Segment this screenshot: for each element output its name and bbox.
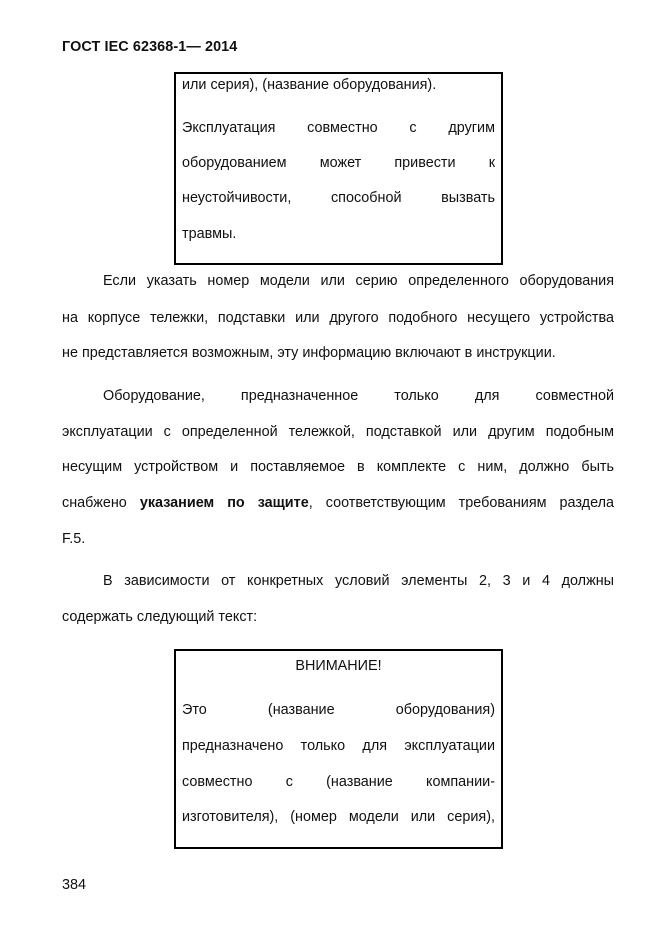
box1-line: неустойчивости, способной вызвать (182, 190, 495, 206)
paragraph2-text: снабжено (62, 495, 140, 511)
paragraph2-line: Оборудование, предназначенное только для совместной (103, 388, 614, 404)
box2-line: изготовителя), (номер модели или серия), (182, 809, 495, 825)
paragraph1-line: не представляется возможным, эту информацию включают в инструкции. (62, 345, 556, 361)
box1-line: травмы. (182, 226, 237, 242)
page-number: 384 (62, 877, 87, 893)
document-header: ГОСТ IEC 62368-1— 2014 (62, 39, 238, 55)
box1-line: или серия), (название оборудования). (182, 77, 437, 93)
paragraph2-line (62, 494, 614, 512)
paragraph3-line: В зависимости от конкретных условий элементы 2, 3 и 4 должны (103, 573, 614, 589)
warning-box-continued (174, 72, 503, 265)
box2-line: совместно с (название компании- (182, 774, 495, 790)
box2-line: предназначено только для эксплуатации (182, 738, 495, 754)
paragraph1-line: Если указать номер модели или серию определенного оборудования (103, 273, 614, 289)
box1-line: оборудованием может привести к (182, 155, 495, 171)
paragraph3-line: содержать следующий текст: (62, 609, 258, 625)
safety-instruction-term: указанием по защите (139, 495, 309, 511)
paragraph2-line: F.5. (62, 531, 86, 547)
paragraph2-text: , соответствующим требованиям раздела (308, 495, 614, 511)
paragraph2-line: несущим устройством и поставляемое в комплекте с ним, должно быть (62, 459, 614, 475)
box2-line: Это (название оборудования) (182, 702, 495, 718)
warning-box (174, 649, 503, 849)
paragraph1-line: на корпусе тележки, подставки или другого подобного несущего устройства (62, 310, 614, 326)
box1-line: Эксплуатация совместно с другим (182, 120, 495, 136)
paragraph2-line: эксплуатации с определенной тележкой, подставкой или другим подобным (62, 424, 614, 440)
warning-title: ВНИМАНИЕ! (295, 658, 382, 674)
